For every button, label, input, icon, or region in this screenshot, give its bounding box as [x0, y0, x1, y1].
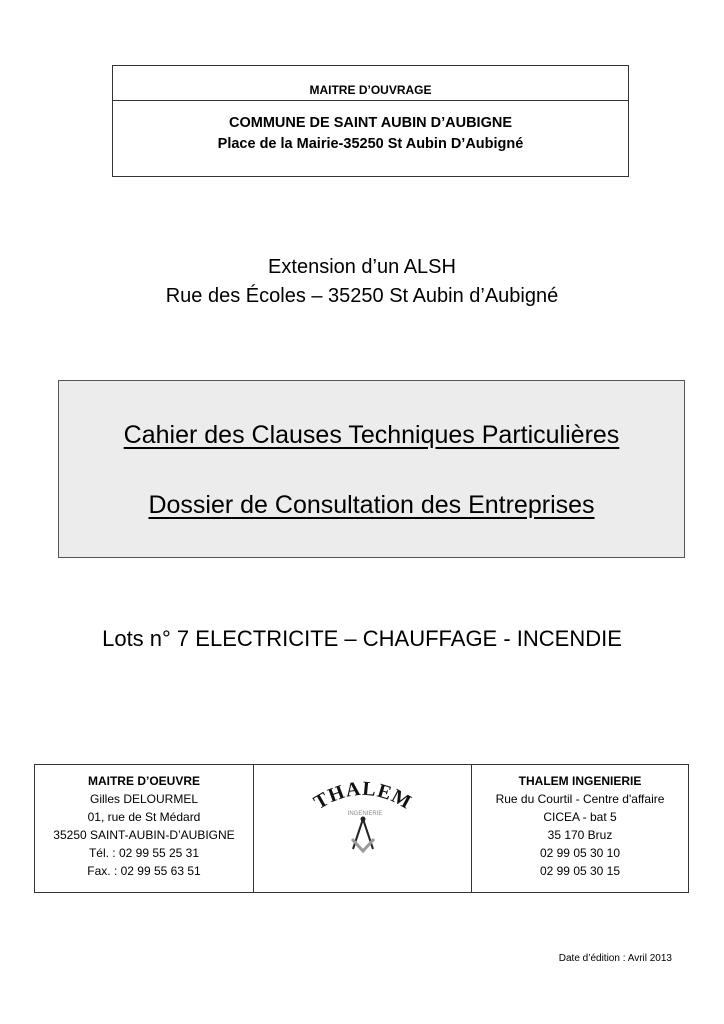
maitre-ouvrage-box: [112, 65, 629, 177]
project-location: Rue des Écoles – 35250 St Aubin d’Aubigné: [165, 285, 559, 307]
svg-text:THALEM: [310, 779, 416, 814]
bet-line: 02 99 05 30 10: [539, 846, 621, 860]
date-edition: Date d’édition : Avril 2013: [558, 953, 672, 964]
thalem-logo: [308, 779, 418, 859]
maitre-oeuvre-line: Tél. : 02 99 55 25 31: [88, 846, 200, 860]
contacts-table: [34, 764, 689, 893]
project-block: [0, 253, 724, 311]
bet-line: Rue du Courtil - Centre d'affaire: [495, 792, 665, 806]
logo-subtitle: INGENIERIE: [347, 811, 382, 817]
document-title-box: [58, 380, 685, 558]
bet-heading: THALEM INGENIERIE: [518, 774, 642, 788]
maitre-ouvrage-heading: MAITRE D’OUVRAGE: [113, 66, 628, 101]
bet-cell: [472, 765, 688, 892]
bet-line: 35 170 Bruz: [547, 828, 613, 842]
maitre-ouvrage-address: Place de la Mairie-35250 St Aubin D’Aubigné: [217, 136, 524, 152]
dce-title: Dossier de Consultation des Entreprises: [148, 491, 595, 519]
lots-title: Lots n° 7 ELECTRICITE – CHAUFFAGE - INCENDIE: [102, 626, 622, 651]
maitre-ouvrage-name: COMMUNE DE SAINT AUBIN D’AUBIGNE: [228, 115, 513, 131]
logo-name: THALEM: [309, 779, 416, 814]
maitre-oeuvre-heading: MAITRE D’OEUVRE: [87, 774, 200, 788]
bet-line: 02 99 05 30 15: [539, 864, 621, 878]
bet-line: CICEA - bat 5: [543, 810, 617, 824]
maitre-oeuvre-line: Fax. : 02 99 55 63 51: [87, 864, 201, 878]
project-title: Extension d’un ALSH: [268, 256, 456, 278]
cctp-title: Cahier des Clauses Techniques Particulières: [123, 421, 620, 449]
maitre-oeuvre-line: 01, rue de St Médard: [87, 810, 201, 824]
maitre-oeuvre-line: 35250 SAINT-AUBIN-D’AUBIGNE: [53, 828, 235, 842]
maitre-oeuvre-cell: [35, 765, 254, 892]
maitre-oeuvre-line: Gilles DELOURMEL: [89, 792, 199, 806]
compass-square-icon: [352, 817, 374, 852]
logo-cell: [254, 765, 472, 892]
